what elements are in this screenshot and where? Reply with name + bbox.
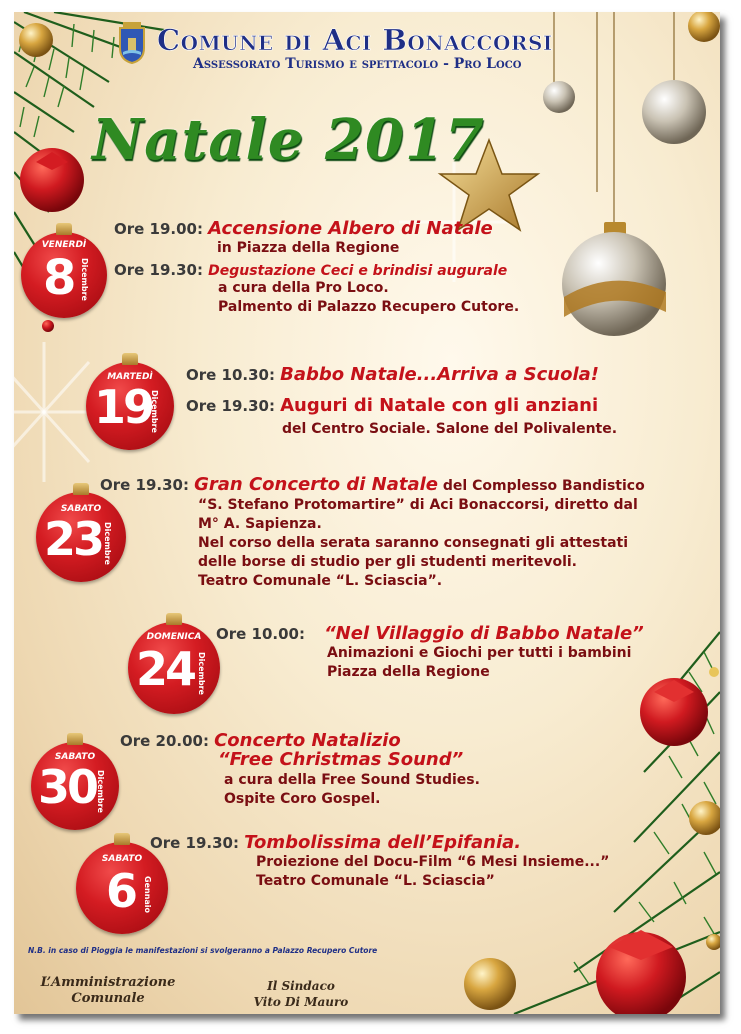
date-badge-8 — [21, 232, 107, 318]
poster — [14, 12, 720, 1014]
month-label: Gennaio — [143, 876, 152, 914]
event-time: Ore 10.00: — [216, 625, 305, 643]
day-number: 19 — [94, 380, 153, 434]
event-time: Ore 19.30: — [186, 397, 275, 415]
event-4 — [216, 623, 696, 682]
event-1 — [114, 218, 594, 317]
event-title: Gran Concerto di Natale — [194, 474, 439, 495]
event-title: “Nel Villaggio di Babbo Natale” — [324, 623, 644, 644]
weekday-label: MARTEDÌ — [107, 372, 153, 382]
event-line: Piazza della Regione — [327, 664, 490, 680]
right-sign-line-1: Il Sindaco — [267, 979, 335, 993]
coat-of-arms-logo — [117, 22, 147, 64]
weekday-label: SABATO — [54, 752, 96, 762]
event-6 — [150, 832, 710, 891]
signature-administration — [38, 975, 178, 1007]
gold-bauble-icon — [464, 958, 516, 1010]
event-title: Degustazione Ceci e brindisi augurale — [208, 263, 508, 279]
event-2 — [186, 364, 696, 439]
day-number: 6 — [106, 864, 139, 918]
event-line: “S. Stefano Protomartire” di Aci Bonaccorsi, diretto dal — [198, 497, 638, 513]
event-line: Animazioni e Giochi per tutti i bambini — [327, 645, 632, 661]
event-title: Accensione Albero di Natale — [208, 218, 493, 239]
event-time: Ore 20.00: — [120, 732, 209, 750]
silver-bauble-icon — [543, 81, 575, 113]
weekday-label: SABATO — [60, 504, 102, 514]
month-label: Dicembre — [197, 652, 206, 695]
event-title: Auguri di Natale con gli anziani — [280, 395, 599, 416]
main-title: Natale 2017 — [92, 107, 485, 173]
event-line: M° A. Sapienza. — [198, 516, 322, 532]
event-time: Ore 19.30: — [114, 261, 203, 279]
event-line: Teatro Comunale “L. Sciascia”. — [198, 573, 443, 589]
left-sign-line-1: L’Amministrazione — [40, 975, 176, 990]
event-line: Palmento di Palazzo Recupero Cutore. — [218, 299, 520, 315]
event-line: Ospite Coro Gospel. — [224, 791, 381, 807]
left-sign-line-2: Comunale — [71, 991, 145, 1006]
event-5 — [120, 730, 540, 809]
event-title-2: “Free Christmas Sound” — [218, 749, 464, 770]
event-title: Babbo Natale...Arriva a Scuola! — [280, 364, 599, 385]
header-subtitle: Assessorato Turismo e spettacolo - Pro Loco — [193, 56, 522, 72]
gold-bauble-icon — [689, 801, 720, 835]
event-title: Concerto Natalizio — [214, 730, 401, 751]
event-line: delle borse di studio per gli studenti meritevoli. — [198, 554, 577, 570]
weekday-label: DOMENICA — [146, 632, 202, 642]
event-line: in Piazza della Regione — [217, 240, 400, 256]
day-number: 30 — [38, 760, 97, 814]
gold-bauble-icon — [19, 23, 53, 57]
day-number: 23 — [44, 512, 103, 566]
date-badge-19 — [86, 362, 174, 450]
event-line: Nel corso della serata saranno consegnati gli attestati — [198, 535, 629, 551]
event-3 — [100, 474, 710, 591]
event-line: a cura della Pro Loco. — [218, 280, 389, 296]
header — [157, 24, 717, 72]
month-label: Dicembre — [80, 258, 89, 301]
rain-note: N.B. in caso di Pioggia le manifestazioni si svolgeranno a Palazzo Recupero Cutore — [28, 946, 378, 955]
weekday-label: SABATO — [101, 854, 143, 864]
event-title: Tombolissima dell’Epifania. — [244, 832, 522, 853]
event-title-rest: del Complesso Bandistico — [438, 478, 645, 494]
event-time: Ore 19.30: — [100, 476, 189, 494]
month-label: Dicembre — [103, 522, 112, 565]
header-title: Comune di Aci Bonaccorsi — [157, 23, 553, 57]
event-time: Ore 19.30: — [150, 834, 239, 852]
event-time: Ore 10.30: — [186, 366, 275, 384]
day-number: 8 — [43, 250, 77, 306]
event-line: a cura della Free Sound Studies. — [224, 772, 480, 788]
event-line: del Centro Sociale. Salone del Polivalente. — [282, 421, 618, 437]
silver-bauble-icon — [642, 80, 706, 144]
month-label: Dicembre — [96, 770, 105, 813]
right-sign-line-2: Vito Di Mauro — [253, 995, 349, 1009]
weekday-label: VENERDÌ — [41, 240, 87, 250]
event-time: Ore 19.00: — [114, 220, 203, 238]
day-number: 24 — [136, 642, 195, 696]
month-label: Dicembre — [150, 390, 159, 433]
event-line: Teatro Comunale “L. Sciascia” — [256, 873, 495, 889]
date-badge-24 — [128, 622, 220, 714]
event-line: Proiezione del Docu-Film “6 Mesi Insieme...” — [256, 854, 610, 870]
signature-mayor — [246, 978, 356, 1010]
date-badge-30 — [31, 742, 119, 830]
